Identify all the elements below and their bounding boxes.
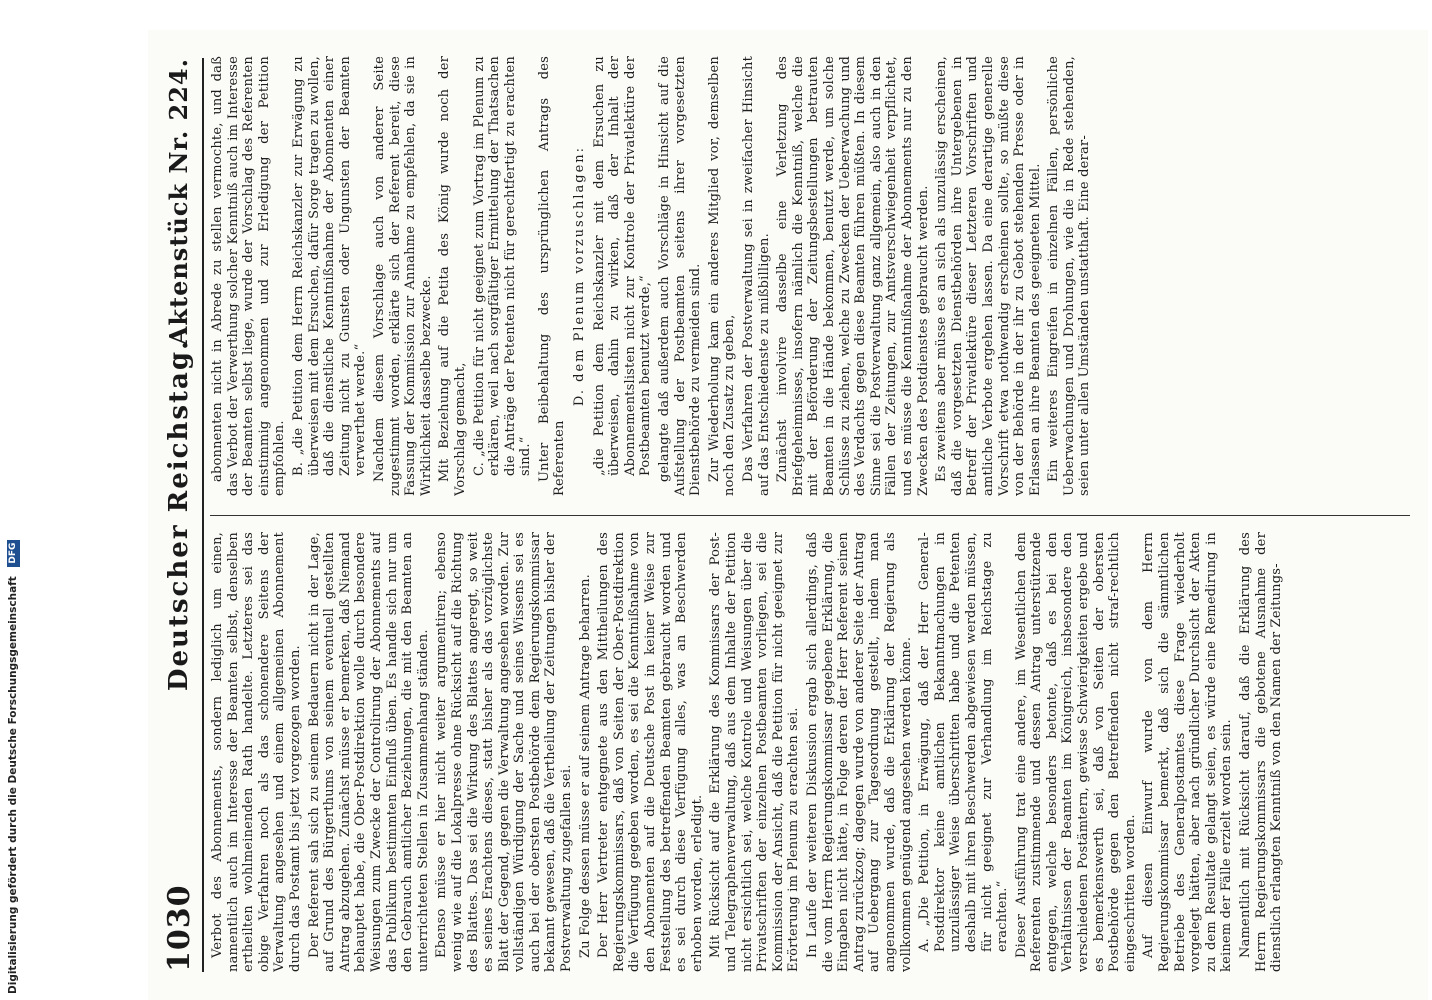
- paragraph: Verbot des Abonnements, sondern lediglich um einen, namentlich auch im Interesse der Beamten selbst, denselben ertheilten wohlmeinenden Rath handelte. Letzteres sei das obige Verfahren noch als das schonendere Seitens der Verwaltung angesehen und einem allgemeinen Abonnement durch das Postamt bis jetzt vorgezogen worden.: [210, 532, 303, 972]
- paragraph: Dieser Ausführung trat eine andere, im Wesentlichen dem Referenten zustimmende und dessen Antrag unterstützende entgegen, welche besonders betonte, daß es bei den Verhältnissen der Beamten im Königreich, insbesondere den verschiedenen Postämtern, gewisse Schwierigkeiten ergebe und es bemerkenswerth sei, daß von Seiten der obersten Postbehörde gegen den Betreffenden nicht straf-rechtlich eingeschritten worden.: [1013, 532, 1138, 972]
- paragraph: gelangte daß außerdem auch Vorschläge in Hinsicht auf die Aufstellung der Postbeamten seitens ihrer vorgesetzten Dienstbehörde zu vermeiden sind.: [657, 56, 704, 496]
- page-header: [158, 58, 204, 972]
- column-divider: [210, 515, 1410, 516]
- paragraph: Mit Rücksicht auf die Erklärung des Kommissars der Post- und Telegraphenverwaltung, daß aus dem Inhalte der Petition nicht ersichtlich sei, welche Kontrole und Weisungen über die Privatschriften der einzelnen Postbeamten vorliegen, sei die Kommission der Ansicht, daß die Petition für nicht geeignet zur Erörterung im Plenum zu erachten sei.: [708, 532, 802, 972]
- paragraph: Auf diesen Einwurf wurde von dem Herrn Regierungskommissar bemerkt, daß sich die sämmtlichen Betriebe des Generalpostamtes diese Frage wiederholt vorgelegt hätten, aber nach gründlicher Durchsicht der Akten zu dem Resultate gelangt seien, es würde eine Remedirung in keinem der Fälle erzielt worden sein.: [1141, 532, 1235, 972]
- proposal-paragraph: B. „die Petition dem Herrn Reichskanzler zur Erwägung zu überweisen mit dem Ersuchen, dafür Sorge tragen zu wollen, daß die dienstliche Kenntnißnahme der Abonnenten einer Zeitung nicht zu Gunsten oder Ungunsten der Beamten verwerthet werde.“: [290, 56, 369, 476]
- paragraph: Zur Wiederholung kam ein anderes Mitglied vor, demselben noch den Zusatz zu geben,: [706, 56, 738, 496]
- column-right: [210, 56, 1410, 496]
- proposal-paragraph: A. „Die Petition, in Erwägung, daß der Herr General-Postdirektor keine amtlichen Bekanntmachungen in unzulässiger Weise überschritten habe und die Petenten deshalb mit ihren Beschwerden abgewiesen werden müssen, für nicht geeignet zur Verhandlung im Reichstage zu erachten.“: [917, 532, 1011, 952]
- paragraph: Nachdem diesem Vorschlage auch von anderer Seite zugestimmt worden, erklärte sich der Referent bereit, diese Fassung der Kommission zur Annahme zu empfehlen, da sie in Wirklichkeit dasselbe bezwecke.: [371, 56, 434, 496]
- paragraph: Mit Beziehung auf die Petita des König wurde noch der Vorschlag gemacht,: [437, 56, 468, 496]
- paragraph: abonnenten nicht in Abrede zu stellen vermochte, und daß das Verbot der Verwerthung solcher Kenntniß auch im Interesse der Beamten selbst liege, wurde der Vorschlag des Referenten einstimmig angenommen und zur Erledigung der Petition empfohlen.: [210, 56, 288, 496]
- paragraph: Es zweitens aber müsse es an sich als unzulässig erscheinen, daß die vorgesetzten Dienstbehörden ihre Untergebenen in Betreff der Privatlektüre dieser Letzteren Vorschriften und amtliche Verbote ergehen lassen. Da eine derartige generelle Vorschrift etwa nothwendig erscheinen sollte, so müßte diese von der Behörde in der ihr zu Gebot stehenden Presse oder in Erlassen an ihre Beamten des geeigneten Mittel.: [934, 56, 1043, 496]
- paragraph: Der Referent sah sich zu seinem Bedauern nicht in der Lage, auf Grund des Bürgerthums von seinem eventuell gestellten Antrag abzugehen. Zunächst müsse er bemerken, daß Niemand behauptet habe, die Ober-Postdirektion wolle durch besondere Weisungen zum Zwecke der Controlirung der Abonnements auf das Publikum bestimmten Einfluß üben. Es handle sich nur um den Gebrauch amtlicher Beziehungen, die mit den Beamten an unterrichteten Stellen in Zusammenhang ständen.: [306, 532, 431, 972]
- paragraph: Das Verfahren der Postverwaltung sei in zweifacher Hinsicht auf das Entschiedenste zu mißbilligen.: [741, 56, 772, 496]
- sidebar-credit: [2, 0, 24, 1000]
- paragraph: Unter Beibehaltung des ursprünglichen Antrags des Referenten: [536, 56, 568, 496]
- paragraph: Ebenso müsse er hier nicht weiter argumentiren; ebenso wenig wie auf die Lokalpresse ohne Rücksicht auf die Richtung des Blattes. Das sei die Wirkung des Blattes angeregt, so weit es seines Erachtens dieses, statt bisher als das vorzüglichste Blatt der Gegend, gegen die Verwaltung angesehen worden. Zur vollständigen Würdigung der Sache und seines Wissens sei es auch bei der obersten Postbehörde dem Regierungskommissar bekannt gewesen, daß die Vertheilung der Zeitungen bisher der Postverwaltung zugefallen sei.: [434, 532, 575, 972]
- issue-label: Aktenstück Nr. 224.: [164, 58, 193, 346]
- paragraph: Zu Folge dessen müsse er auf seinem Antrage beharren.: [577, 573, 593, 958]
- credit-text: Digitalisierung gefördert durch die Deutsche Forschungsgemeinschaft: [7, 576, 19, 994]
- paragraph: Zunächst involvire dasselbe eine Verletzung des Briefgeheimnisses, insofern nämlich die Kenntniß, welche die mit der Beförderung der Zeitungsbestellungen betrauten Beamten in die Hände bekommen, benutzt werde, um solche Schlüsse zu ziehen, welche zu Zwecken der Ueberwachung und des Verdachts gegen diese Beamten führen müßten. In diesem Sinne sei die Postverwaltung ganz allgemein, also auch in den Fällen der Zeitungen, zur Amtsverschwiegenheit verpflichtet, und es müsse die Kenntnißnahme der Abonnements nur zu den Zwecken des Postdienstes gebraucht werden.: [775, 56, 931, 496]
- page-title: Deutscher Reichstag.: [164, 338, 194, 692]
- proposal-paragraph: C. „die Petition für nicht geeignet zum Vortrag im Plenum zu erklären, weil nach sorgfältiger Ermittelung der Thatsachen die Anträge der Petenten nicht für gerechtfertigt zu erachten sind.“: [471, 56, 534, 476]
- page-number: 1030: [162, 884, 197, 972]
- section-heading: D. dem Plenum vorzuschlagen:: [572, 145, 588, 407]
- newspaper-page: [148, 30, 1428, 1000]
- paragraph: In Laufe der weiteren Diskussion ergab sich allerdings, daß die vom Herrn Regierungskommissar gegebene Erklärung, die Eingaben nicht hätte, in Folge deren der Herr Referent seinen Antrag zurückzog; dagegen wurde von anderer Seite der Antrag auf Uebergang zur Tagesordnung gestellt, indem man angenommen wurde, daß die Erklärung der Regierung als vollkommen genügend angesehen werden könne.: [804, 532, 914, 972]
- column-left: [210, 532, 1410, 972]
- proposal-paragraph: „die Petition dem Reichskanzler mit dem Ersuchen zu überweisen, dahin zu wirken, daß der Inhalt der Abonnementslisten nicht zur Kontrole der Privatlektüre der Postbeamten benutzt werde,“: [591, 56, 654, 476]
- paragraph: Ein weiteres Eingreifen in einzelnen Fällen, persönliche Ueberwachungen und Drohungen, wie die in Rede stehenden, seien unter allen Umständen unstatthaft. Eine derar-: [1046, 56, 1093, 496]
- paragraph: Namentlich mit Rücksicht darauf, daß die Erklärung des Herrn Regierungskommissars die gebotene Ausnahme der dienstlich erlangten Kenntniß von den Namen der Zeitungs-: [1238, 532, 1285, 972]
- paragraph: Der Herr Vertreter entgegnete aus den Mittheilungen des Regierungskommissars, daß von Seiten der Ober-Postdirektion die Verfügung gegeben worden, es sei die Kenntnißnahme von den Abonnenten auf die Deutsche Post in keiner Weise zur Feststellung des betreffenden Beamten gebraucht worden und es sei durch diese Verfügung alles, was an Beschwerden erhoben worden, erledigt.: [596, 532, 705, 972]
- dfg-logo: DFG: [7, 540, 20, 567]
